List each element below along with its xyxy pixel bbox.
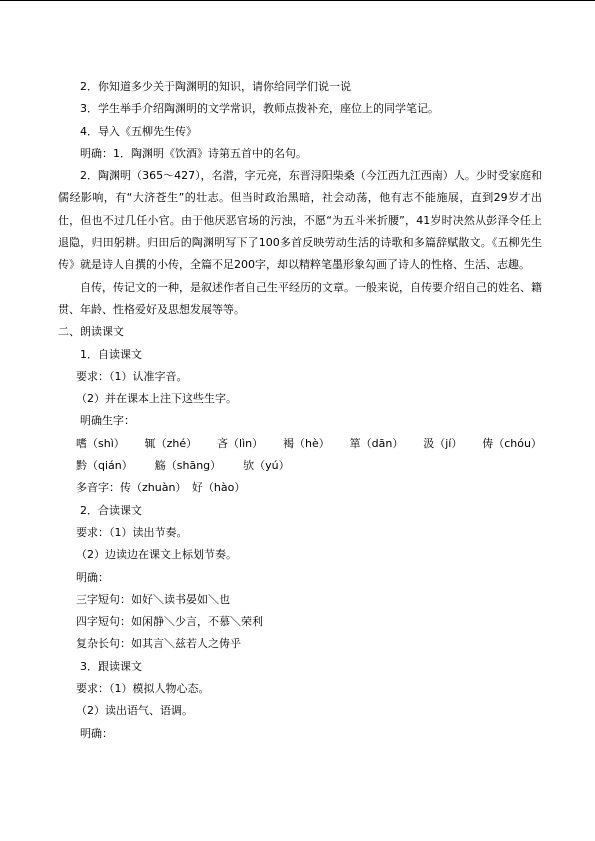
- text-line: （2）并在课本上注下这些生字。: [76, 392, 237, 406]
- subsection-heading: 1．自读课文: [80, 347, 142, 361]
- vocab-item: 俦（chóu）: [482, 436, 542, 450]
- text-line: （2）读出语气、语调。: [76, 704, 193, 718]
- text-line: 4．导入《五柳先生传》: [80, 124, 197, 138]
- vocab-item: 吝（lìn）: [217, 436, 264, 450]
- vocab-item: 箪（dān）: [349, 436, 404, 450]
- text-line: 四字短句：如闲静＼少言，不慕＼荣利: [76, 615, 263, 629]
- text-line: 2．你知道多少关于陶渊明的知识，请你给同学们说一说: [80, 80, 351, 93]
- text-line: 多音字：传（zhuàn） 好（hào）: [76, 481, 246, 495]
- text-line: 明确：: [80, 726, 113, 740]
- vocab-item: 欤（yú）: [243, 459, 290, 473]
- vocab-item: 辄（zhé）: [144, 436, 198, 450]
- text-line: 复杂长句：如其言＼兹若人之俦乎: [76, 637, 241, 651]
- section-heading: 二、朗读课文: [58, 325, 124, 339]
- vocab-item: 汲（jí）: [423, 436, 463, 450]
- subsection-heading: 2．合读课文: [80, 503, 142, 517]
- text-line: 要求：（1）读出节奏。: [76, 525, 188, 539]
- text-line: 明确生字：: [80, 414, 135, 428]
- document-body: [58, 76, 542, 745]
- vocab-item: 褐（hè）: [283, 436, 330, 450]
- text-line: 三字短句：如好＼读书晏如＼也: [76, 592, 230, 606]
- text-line: （2）边读边在课文上标划节奏。: [76, 548, 237, 562]
- text-line: 要求：（1）模拟人物心态。: [76, 682, 210, 696]
- vocab-item: 黔（qián）: [76, 459, 133, 473]
- subsection-heading: 3．跟读课文: [80, 659, 142, 673]
- text-line: 明确：1．陶渊明《饮酒》诗第五首中的名句。: [80, 146, 307, 160]
- text-line: 要求：（1）认准字音。: [76, 369, 188, 383]
- top-rule: [0, 0, 595, 1]
- vocab-row-1: [58, 433, 542, 455]
- paragraph-biography: 2．陶渊明（365～427），名潜，字元亮，东晋浔阳柴桑（今江西九江西南）人。少时受家庭和儒经影响，有“大济苍生”的壮志。但当时政治黑暗，社会动荡，他有志不能施展，直到29岁才出仕，但也不过几任小官。由于他厌恶官场的污浊，不愿“为五斗米折腰”，41岁时决然从彭泽令任上退隐，归田躬耕。归田后的陶渊明写下了100多首反映劳动生活的诗歌和多篇辞赋散文。《五柳先生传》就是诗人自撰的小传，全篇不足200字，却以精粹笔墨形象勾画了诗人的性格、生活、志趣。: [58, 169, 542, 272]
- vocab-item: 嗜（shì）: [76, 436, 125, 450]
- paragraph-autobiography: 自传，传记文的一种，是叙述作者自己生平经历的文章。一般来说，自传要介绍自己的姓名、籍贯、年龄、性格爱好及思想发展等等。: [58, 280, 542, 316]
- vocab-item: 觞（shāng）: [154, 459, 222, 473]
- text-line: 3．学生举手介绍陶渊明的文学常识，教师点拨补充，座位上的同学笔记。: [80, 102, 439, 116]
- vocab-row-2: [58, 455, 542, 477]
- text-line: 明确：: [76, 570, 109, 584]
